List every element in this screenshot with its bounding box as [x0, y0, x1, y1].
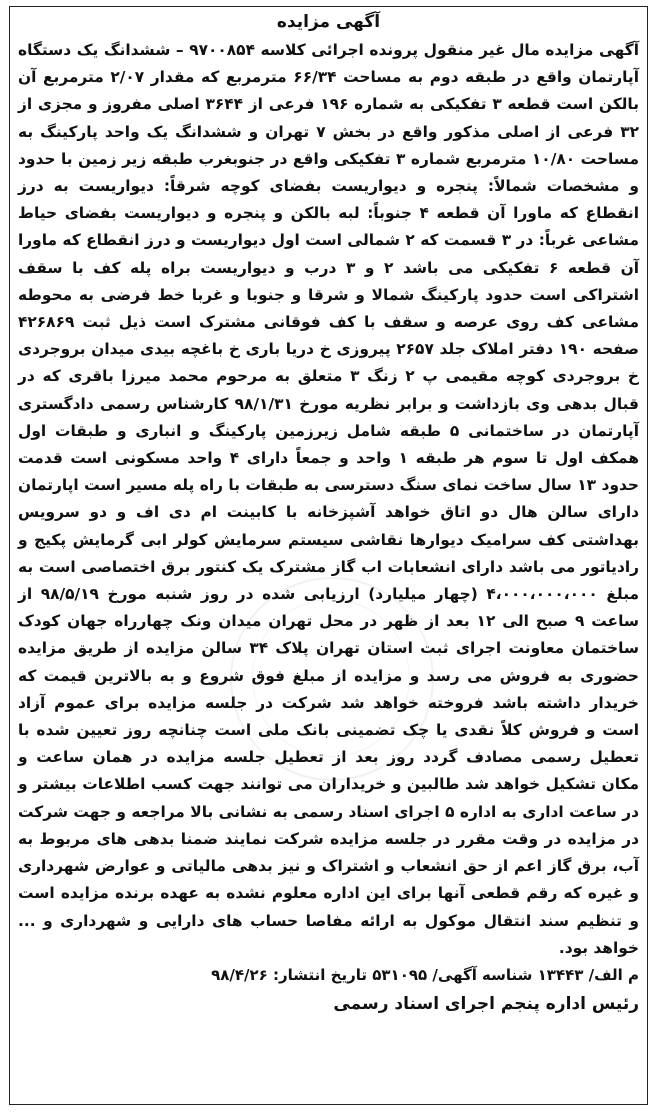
- notice-reference: م الف/ ۱۳۴۴۳: [537, 965, 639, 984]
- notice-id: شناسه آگهی/ ۵۳۱۰۹۵: [372, 965, 533, 984]
- notice-publish-date: تاریخ انتشار: ۹۸/۴/۲۶: [211, 965, 368, 984]
- notice-meta: [10, 962, 647, 989]
- notice-signature: رئیس اداره پنجم اجرای اسناد رسمی: [333, 993, 639, 1014]
- notice-title: آگهی مزایده: [276, 12, 381, 32]
- notice-body: [10, 37, 647, 962]
- notice-paragraph: آگهی مزایده مال غیر منقول پرونده اجرائی کلاسه ۹۷۰۰۸۵۴ – ششدانگ یک دستگاه آپارتمان واقع در طبقه دوم به مساحت ۶۶/۳۴ مترمربع که مقدار ۲/۰۷ مترمربع آن بالکن است قطعه ۳ تفکیکی به شماره ۱۹۶ فرعی از ۳۶۴۴ اصلی مفروز و مجزی از ۳۲ فرعی از اصلی مذکور واقع در بخش ۷ تهران و ششدانگ یک واحد پارکینگ به مساحت ۱۰/۸۰ مترمربع شماره ۳ تفکیکی واقع در جنوبغرب طبقه زیر زمین با حدود و مشخصات شمالاً: پنجره و دیواریست بفضای کوچه شرقاً: دیواریست به درز انقطاع که ماورا آن قطعه ۴ جنوباً: لبه بالکن و پنجره و دیواریست بفضای حیاط مشاعی غرباً: در ۳ قسمت که ۲ شمالی است اول دیواریست و درز انقطاع که ماورا آن قطعه ۶ تفکیکی می باشد ۲ و ۳ درب و دیواریست براه پله کف با سقف اشتراکی است حدود پارکینگ شمالا و شرقا و جنوبا و غربا خط فرضی به محوطه مشاعی کف روی عرصه و سقف با کف فوقانی مشترک است ذیل ثبت ۴۲۶۸۶۹ صفحه ۱۹۰ دفتر املاک جلد ۲۶۵۷ پیروزی خ دریا باری خ باغچه بیدی میدان بروجردی خ بروجردی کوچه مقیمی پ ۲ زنگ ۳ متعلق به مرحوم محمد میرزا باقری که در قبال بدهی وی بازداشت و برابر نظریه مورخ ۹۸/۱/۳۱ کارشناس رسمی دادگستری آپارتمان در ساختمانی ۵ طبقه شامل زیرزمین پارکینگ و انباری و طبقات اول همکف اول تا سوم هر طبقه ۱ واحد و جمعاً دارای ۴ واحد مسکونی است قدمت حدود ۱۳ سال ساخت نمای سنگ دسترسی به طبقات با راه پله مسیر است اپارتمان دارای سالن هال دو اتاق خواهد آشپزخانه با کابینت ام دی اف و دو سرویس بهداشتی کف سرامیک دیوارها نقاشی سیستم سرمایش کولر ابی گرمایش پکیج و رادیاتور می باشد دارای انشعابات اب گاز مشترک یک کنتور برق اختصاصی است به مبلغ ۴،۰۰۰،۰۰۰،۰۰۰ (چهار میلیارد) ارزیابی شده در روز شنبه مورخ ۹۸/۵/۱۹ از ساعت ۹ صبح الی ۱۲ بعد از ظهر در محل تهران میدان ونک چهارراه جهان کودک ساختمان معاونت اجرای ثبت استان تهران پلاک ۳۴ سالن مزایده از طریق مزایده حضوری به فروش می رسد و مزایده از مبلغ فوق شروع و به بالاترین قیمت که خریدار داشته باشد فروخته خواهد شد شرکت در جلسه مزایده برای عموم آزاد است و فروش کلاً نقدی یا چک تضمینی بانک ملی است چنانچه روز تعیین شده با تعطیل رسمی مصادف گردد روز بعد از تعطیل جلسه مزایده در همان ساعت و مکان تشکیل خواهد شد طالبین و خریداران می توانند جهت کسب اطلاعات بیشتر و در ساعت اداری به اداره ۵ اجرای اسناد رسمی به نشانی بالا مراجعه و جهت شرکت در مزایده در وقت مقرر در جلسه مزایده شرکت نمایند ضمنا بدهی های مربوط به آب، برق گاز اعم از حق انشعاب و اشتراک و نیز بدهی مالیاتی و عوارض شهرداری و غیره که رقم قطعی آنها برای این اداره معلوم نشده به عهده برنده مزایده است و تنظیم سند انتقال موکول به ارائه مفاصا حساب های دارایی و شهرداری و ... خواهد بود.: [18, 41, 640, 957]
- auction-notice: [9, 6, 648, 1105]
